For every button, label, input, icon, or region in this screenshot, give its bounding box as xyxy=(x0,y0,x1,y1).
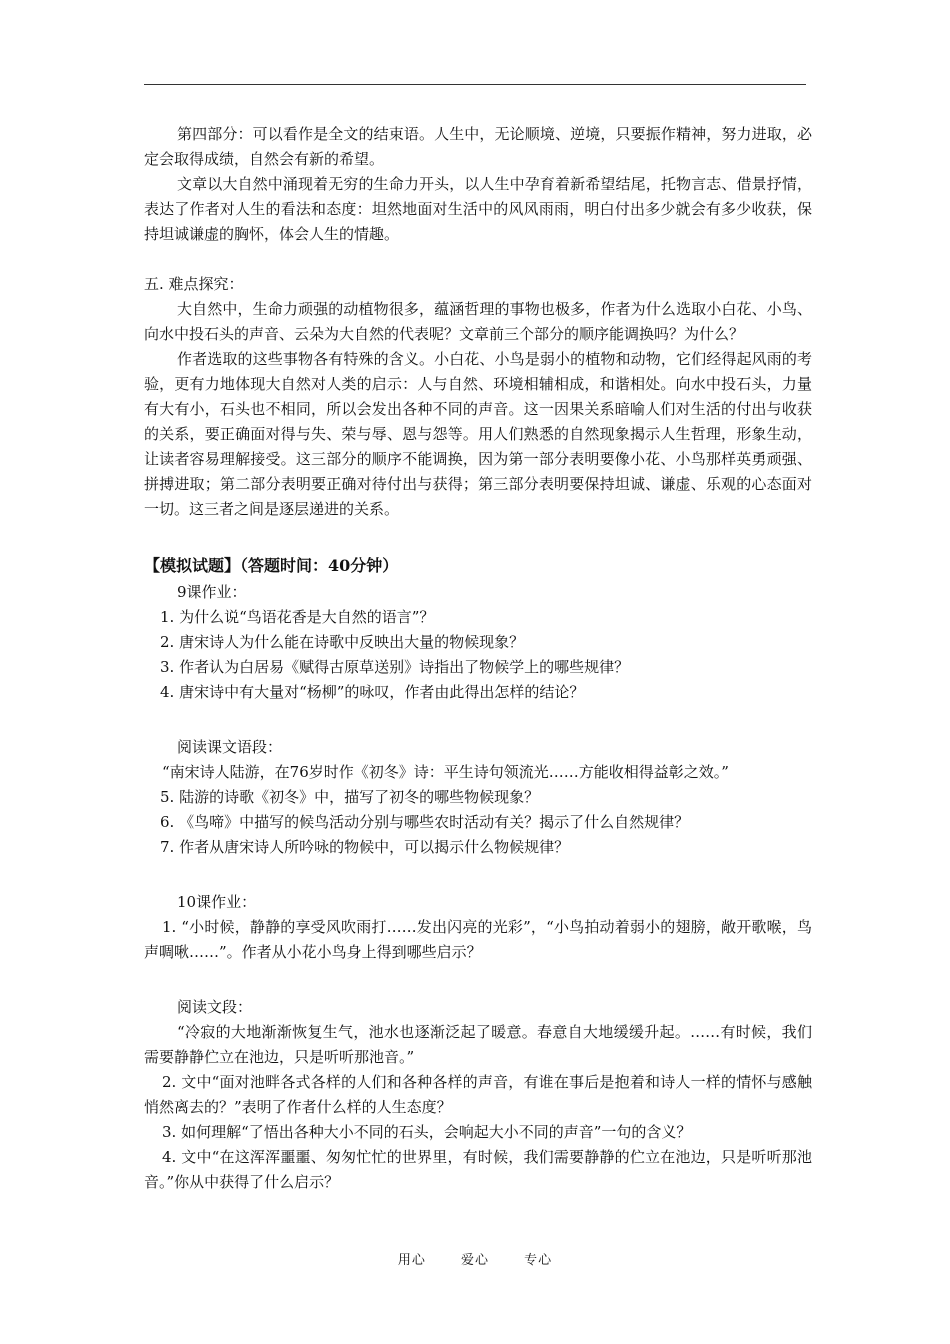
section5-answer: 作者选取的这些事物各有特殊的含义。小白花、小鸟是弱小的植物和动物，它们经得起风雨的考验，更有力地体现大自然对人类的启示：人与自然、环境相辅相成，和谐相处。向水中投石头，力量有大有小，石头也不相同，所以会发出各种不同的声音。这一因果关系暗喻人们对生活的付出与收获的关系，要正确面对得与失、荣与辱、恩与怨等。用人们熟悉的自然现象揭示人生哲理，形象生动，让读者容易理解接受。这三部分的顺序不能调换，因为第一部分表明要像小花、小鸟那样英勇顽强、拼搏进取；第二部分表明要正确对待付出与获得；第三部分表明要保持坦诚、谦虚、乐观的心态面对一切。这三者之间是逐层递进的关系。 xyxy=(144,350,812,518)
lesson9-reading-question: 6. 《鸟啼》中描写的候鸟活动分别与哪些农时活动有关？揭示了什么自然规律？ xyxy=(160,813,690,831)
lesson9-question: 3. 作者认为白居易《赋得古原草送别》诗指出了物候学上的哪些规律？ xyxy=(160,658,630,676)
lesson9-reading-heading: 阅读课文语段： xyxy=(177,738,283,756)
part4-paragraph: 第四部分：可以看作是全文的结束语。人生中，无论顺境、逆境，只要振作精神，努力进取，必定会取得成绩，自然会有新的希望。 xyxy=(144,125,812,168)
summary-paragraph: 文章以大自然中涌现着无穷的生命力开头，以人生中孕育着新希望结尾，托物言志、借景抒情，表达了作者对人生的看法和态度：坦然地面对生活中的风风雨雨，明白付出多少就会有多少收获，保持坦诚谦虚的胸怀，体会人生的情趣。 xyxy=(144,175,812,243)
lesson10-passage: “冷寂的大地渐渐恢复生气，池水也逐渐泛起了暖意。春意自大地缓缓升起。……有时候，我们需要静静伫立在池边，只是听听那池音。” xyxy=(144,1023,812,1066)
lesson10-question: 1. “小时候，静静的享受风吹雨打……发出闪亮的光彩”，“小鸟拍动着弱小的翅膀，敞开歌喉，鸟声啁啾……”。作者从小花小鸟身上得到哪些启示？ xyxy=(144,918,812,961)
lesson10-reading-question: 4. 文中“在这浑浑噩噩、匆匆忙忙的世界里，有时候，我们需要静静的伫立在池边，只是听听那池音。”你从中获得了什么启示？ xyxy=(144,1148,812,1191)
lesson9-question: 2. 唐宋诗人为什么能在诗歌中反映出大量的物候现象？ xyxy=(160,633,525,651)
lesson9-passage: “南宋诗人陆游，在76岁时作《初冬》诗：平生诗句领流光……方能收相得益彰之效。” xyxy=(162,763,729,781)
lesson9-reading-question: 7. 作者从唐宋诗人所吟咏的物候中，可以揭示什么物候规律？ xyxy=(160,838,570,856)
lesson9-reading-question: 5. 陆游的诗歌《初冬》中，描写了初冬的哪些物候现象？ xyxy=(160,788,540,806)
page-footer: 用心 爱心 专心 xyxy=(397,1253,553,1268)
header-rule xyxy=(144,84,806,85)
document-body xyxy=(144,122,812,1195)
lesson9-question: 1. 为什么说“鸟语花香是大自然的语言”？ xyxy=(160,608,435,626)
section5-question: 大自然中，生命力顽强的动植物很多，蕴涵哲理的事物也极多，作者为什么选取小白花、小鸟、向水中投石头的声音、云朵为大自然的代表呢？文章前三个部分的顺序能调换吗？为什么？ xyxy=(144,300,812,343)
lesson9-question: 4. 唐宋诗中有大量对“杨柳”的咏叹，作者由此得出怎样的结论？ xyxy=(160,683,585,701)
lesson10-reading-question: 2. 文中“面对池畔各式各样的人们和各种各样的声音，有谁在事后是抱着和诗人一样的情怀与感触悄然离去的？”表明了作者什么样的人生态度？ xyxy=(144,1073,812,1116)
section5-heading: 五. 难点探究： xyxy=(144,275,244,293)
lesson9-heading: 9课作业： xyxy=(177,583,247,601)
lesson10-heading: 10课作业： xyxy=(177,893,257,911)
lesson10-reading-heading: 阅读文段： xyxy=(177,998,253,1016)
lesson10-reading-question: 3. 如何理解“了悟出各种大小不同的石头，会响起大小不同的声音”一句的含义？ xyxy=(162,1123,692,1141)
exam-title: 【模拟试题】（答题时间：40分钟） xyxy=(144,556,399,575)
